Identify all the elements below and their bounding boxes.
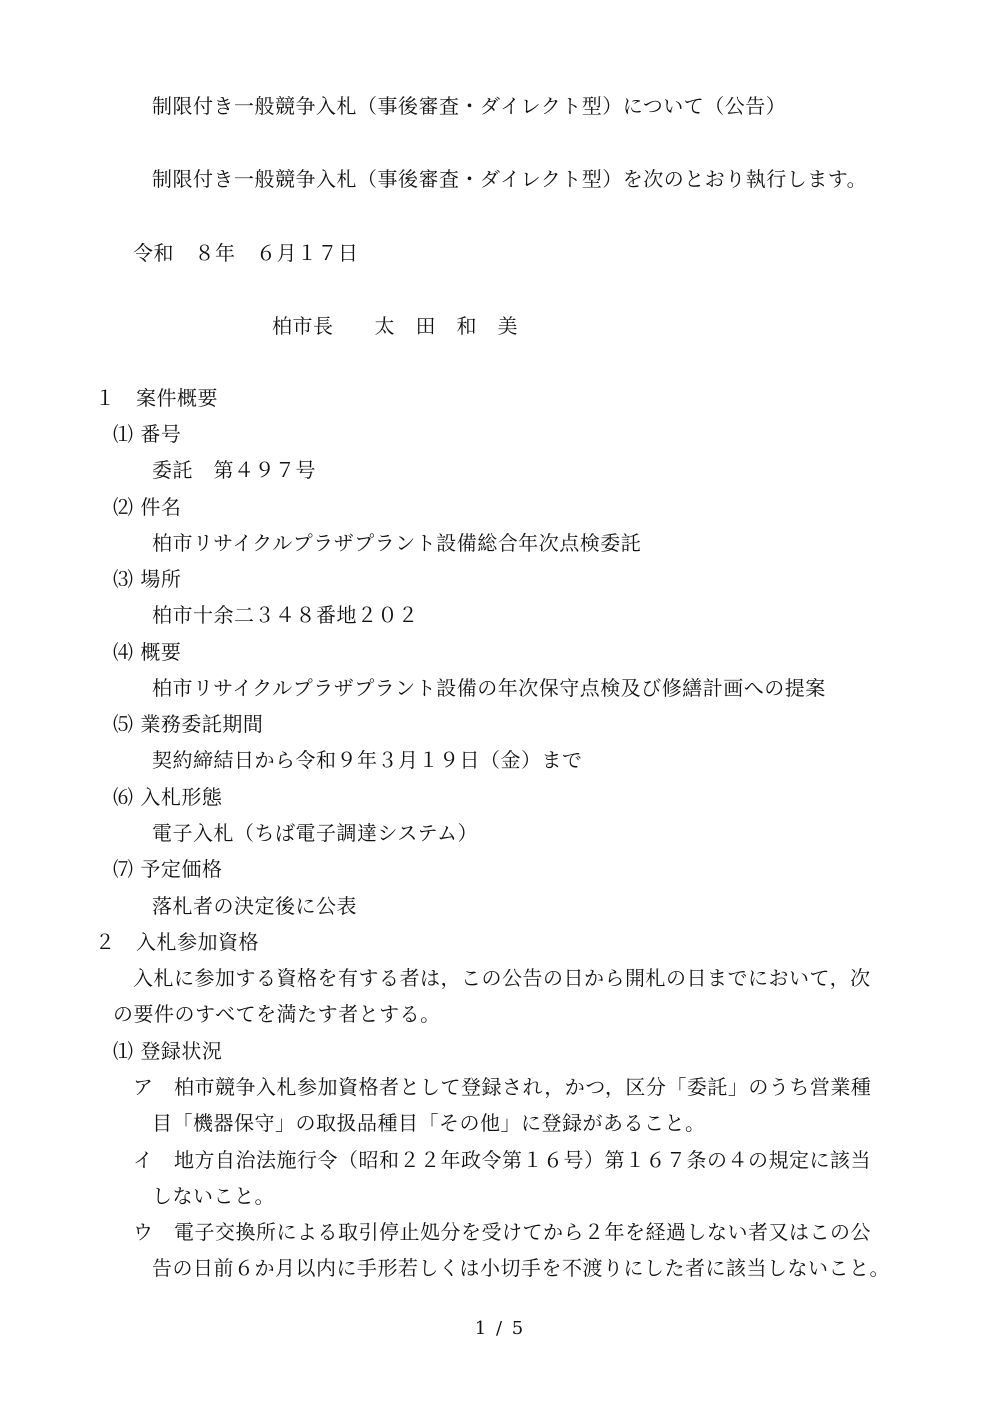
item-label-number: ⑴ 番号 [113, 422, 182, 446]
clause-i-line2: しないこと。 [152, 1184, 275, 1208]
item-value-summary: 柏市リサイクルプラザプラント設備の年次保守点検及び修繕計画への提案 [152, 676, 826, 700]
section-heading-qualification: ２ 入札参加資格 [95, 930, 259, 954]
item-label-summary: ⑷ 概要 [113, 640, 182, 664]
sub-label-registration: ⑴ 登録状況 [113, 1039, 223, 1063]
page-number: 1 / 5 [474, 1318, 526, 1339]
notice-title: 制限付き一般競争入札（事後審査・ダイレクト型）について（公告） [152, 94, 787, 118]
notice-date: 令和 ８年 ６月１７日 [133, 241, 359, 265]
item-label-price: ⑺ 予定価格 [113, 857, 223, 881]
qualification-intro-line1: 入札に参加する資格を有する者は，この公告の日から開札の日までにおいて，次 [133, 966, 871, 990]
clause-u-line1: ウ 電子交換所による取引停止処分を受けてから２年を経過しない者又はこの公 [133, 1220, 871, 1244]
item-label-period: ⑸ 業務委託期間 [113, 712, 264, 736]
issuer-name: 柏市長 太 田 和 美 [272, 314, 518, 338]
item-label-bid-form: ⑹ 入札形態 [113, 785, 223, 809]
item-label-location: ⑶ 場所 [113, 567, 182, 591]
section-heading-overview: １ 案件概要 [95, 386, 218, 410]
intro-statement: 制限付き一般競争入札（事後審査・ダイレクト型）を次のとおり執行します。 [152, 167, 868, 191]
item-value-subject: 柏市リサイクルプラザプラント設備総合年次点検委託 [152, 531, 642, 555]
item-value-price: 落札者の決定後に公表 [152, 894, 357, 918]
qualification-intro-line2: の要件のすべてを満たす者とする。 [113, 1002, 441, 1026]
item-value-location: 柏市十余二３４８番地２０２ [152, 603, 419, 627]
item-value-number: 委託 第４９７号 [152, 458, 316, 482]
item-value-bid-form: 電子入札（ちば電子調達システム） [152, 821, 478, 845]
clause-a-line1: ア 柏市競争入札参加資格者として登録され，かつ，区分「委託」のうち営業種 [133, 1075, 872, 1099]
clause-u-line2: 告の日前６か月以内に手形若しくは小切手を不渡りにした者に該当しないこと。 [152, 1256, 890, 1280]
item-value-period: 契約締結日から令和９年３月１９日（金）まで [152, 748, 583, 772]
item-label-subject: ⑵ 件名 [113, 495, 182, 519]
clause-a-line2: 目「機器保守」の取扱品種目「その他」に登録があること。 [152, 1111, 706, 1135]
clause-i-line1: イ 地方自治法施行令（昭和２２年政令第１６号）第１６７条の４の規定に該当 [133, 1148, 871, 1172]
